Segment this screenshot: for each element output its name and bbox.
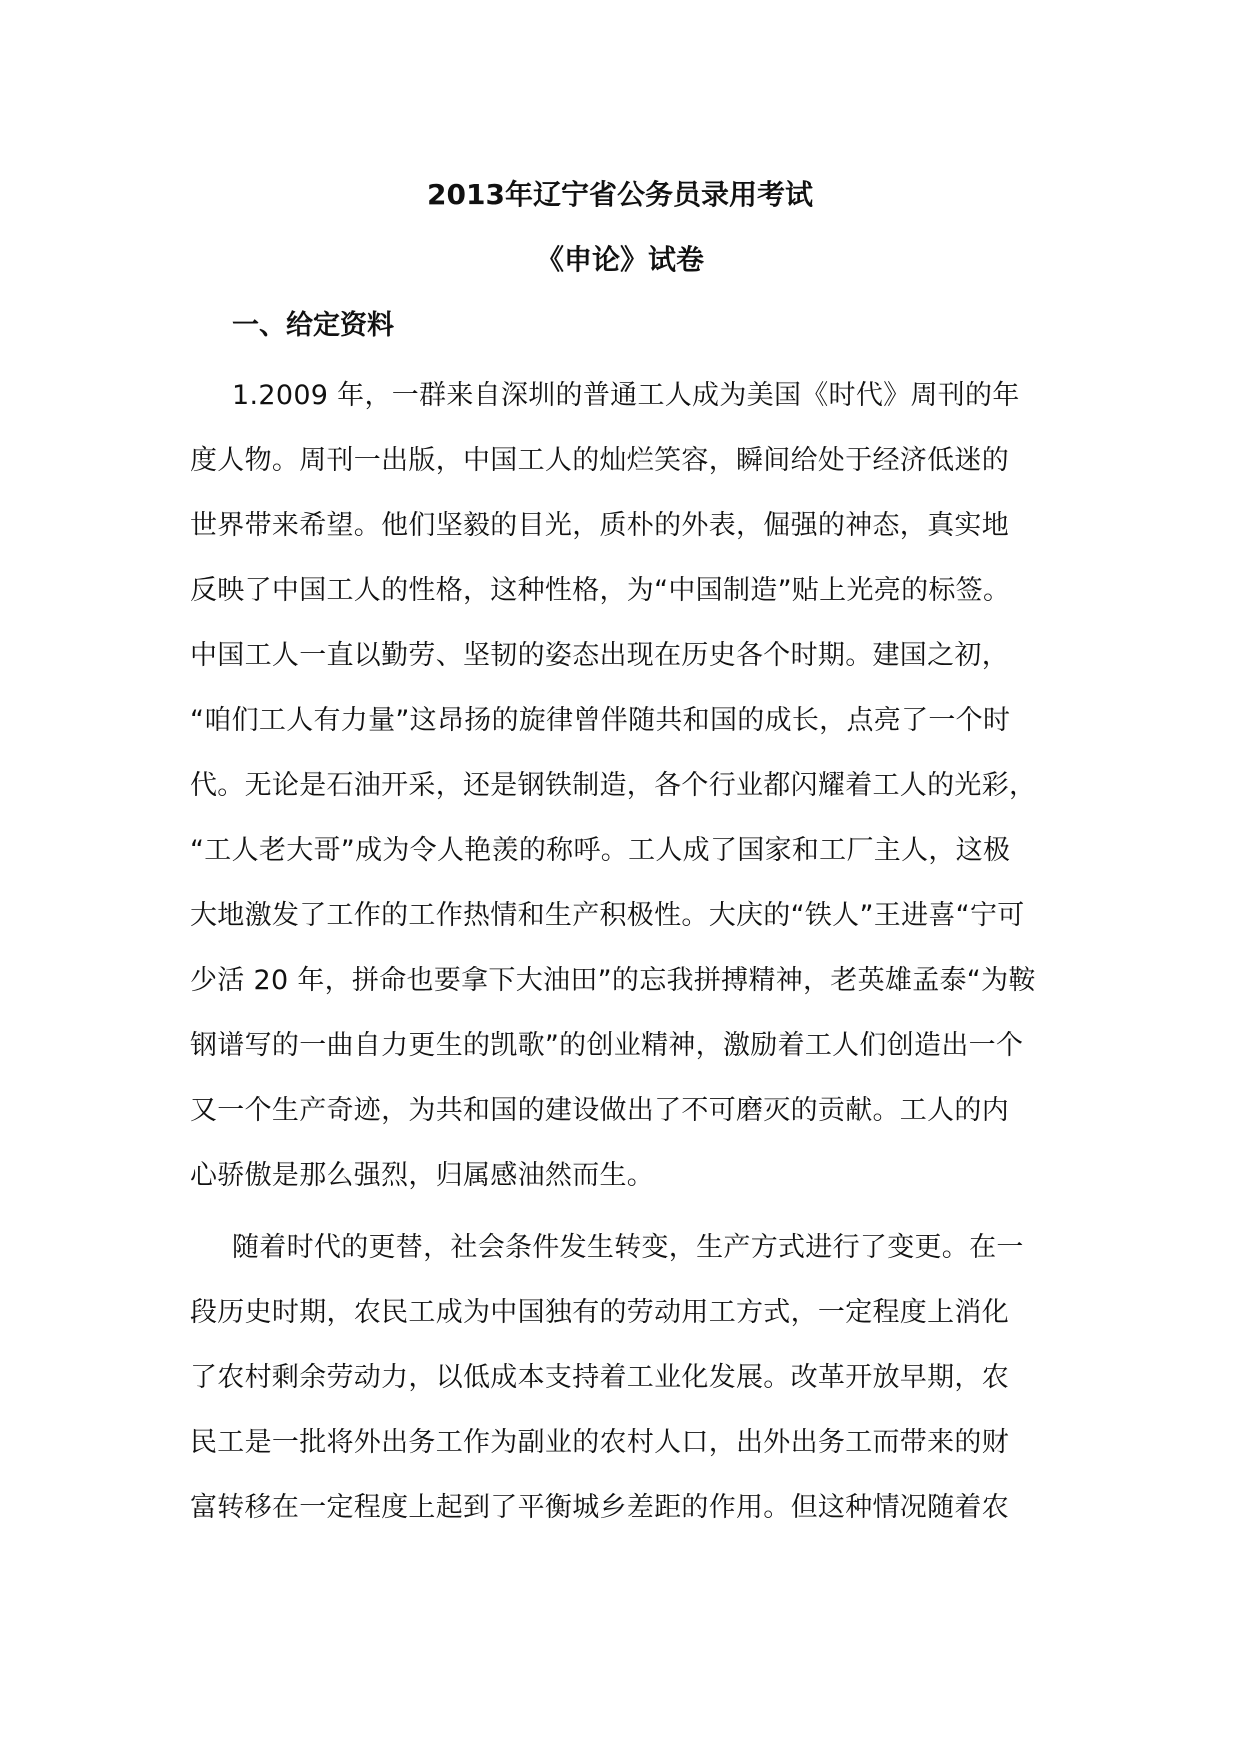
paragraph-1: [190, 363, 1060, 1208]
document-subtitle: 《申论》试卷: [535, 243, 704, 276]
document-title: 2013年辽宁省公务员录用考试: [427, 178, 813, 211]
paragraph-line: 反映了中国工人的性格，这种性格，为“中国制造”贴上光亮的标签。: [190, 575, 1011, 606]
paragraph-line: 度人物。周刊一出版，中国工人的灿烂笑容，瞬间给处于经济低迷的: [190, 445, 1009, 476]
section-heading: 一、给定资料: [232, 310, 394, 341]
paragraph-line: 民工是一批将外出务工作为副业的农村人口，出外出务工而带来的财: [190, 1427, 1009, 1458]
paragraph-line: “工人老大哥”成为令人艳羡的称呼。工人成了国家和工厂主人，这极: [190, 835, 1011, 866]
paragraph-line: 心骄傲是那么强烈，归属感油然而生。: [190, 1160, 655, 1191]
paragraph-line: 富转移在一定程度上起到了平衡城乡差距的作用。但这种情况随着农: [190, 1492, 1009, 1523]
paragraph-line: 1.2009 年，一群来自深圳的普通工人成为美国《时代》周刊的年: [232, 380, 1020, 411]
paragraph-line: 少活 20 年，拼命也要拿下大油田”的忘我拼搏精神，老英雄孟泰“为鞍: [190, 965, 1036, 996]
paragraph-line: 世界带来希望。他们坚毅的目光，质朴的外表，倔强的神态，真实地: [190, 510, 1009, 541]
paragraph-line: 随着时代的更替，社会条件发生转变，生产方式进行了变更。在一: [232, 1232, 1024, 1263]
paragraph-line: 代。无论是石油开采，还是钢铁制造，各个行业都闪耀着工人的光彩，: [190, 770, 1037, 801]
paragraph-line: 钢谱写的一曲自力更生的凯歌”的创业精神，激励着工人们创造出一个: [190, 1030, 1024, 1061]
paragraph-line: 了农村剩余劳动力，以低成本支持着工业化发展。改革开放早期，农: [190, 1362, 1009, 1393]
paragraph-line: “咱们工人有力量”这昂扬的旋律曾伴随共和国的成长，点亮了一个时: [190, 705, 1011, 736]
paragraph-line: 又一个生产奇迹，为共和国的建设做出了不可磨灭的贡献。工人的内: [190, 1095, 1009, 1126]
paragraph-line: 中国工人一直以勤劳、坚韧的姿态出现在历史各个时期。建国之初，: [190, 640, 1009, 671]
paragraph-line: 大地激发了工作的工作热情和生产积极性。大庆的“铁人”王进喜“宁可: [190, 900, 1025, 931]
paragraph-2: [190, 1215, 1060, 1540]
paragraph-line: 段历史时期，农民工成为中国独有的劳动用工方式，一定程度上消化: [190, 1297, 1009, 1328]
